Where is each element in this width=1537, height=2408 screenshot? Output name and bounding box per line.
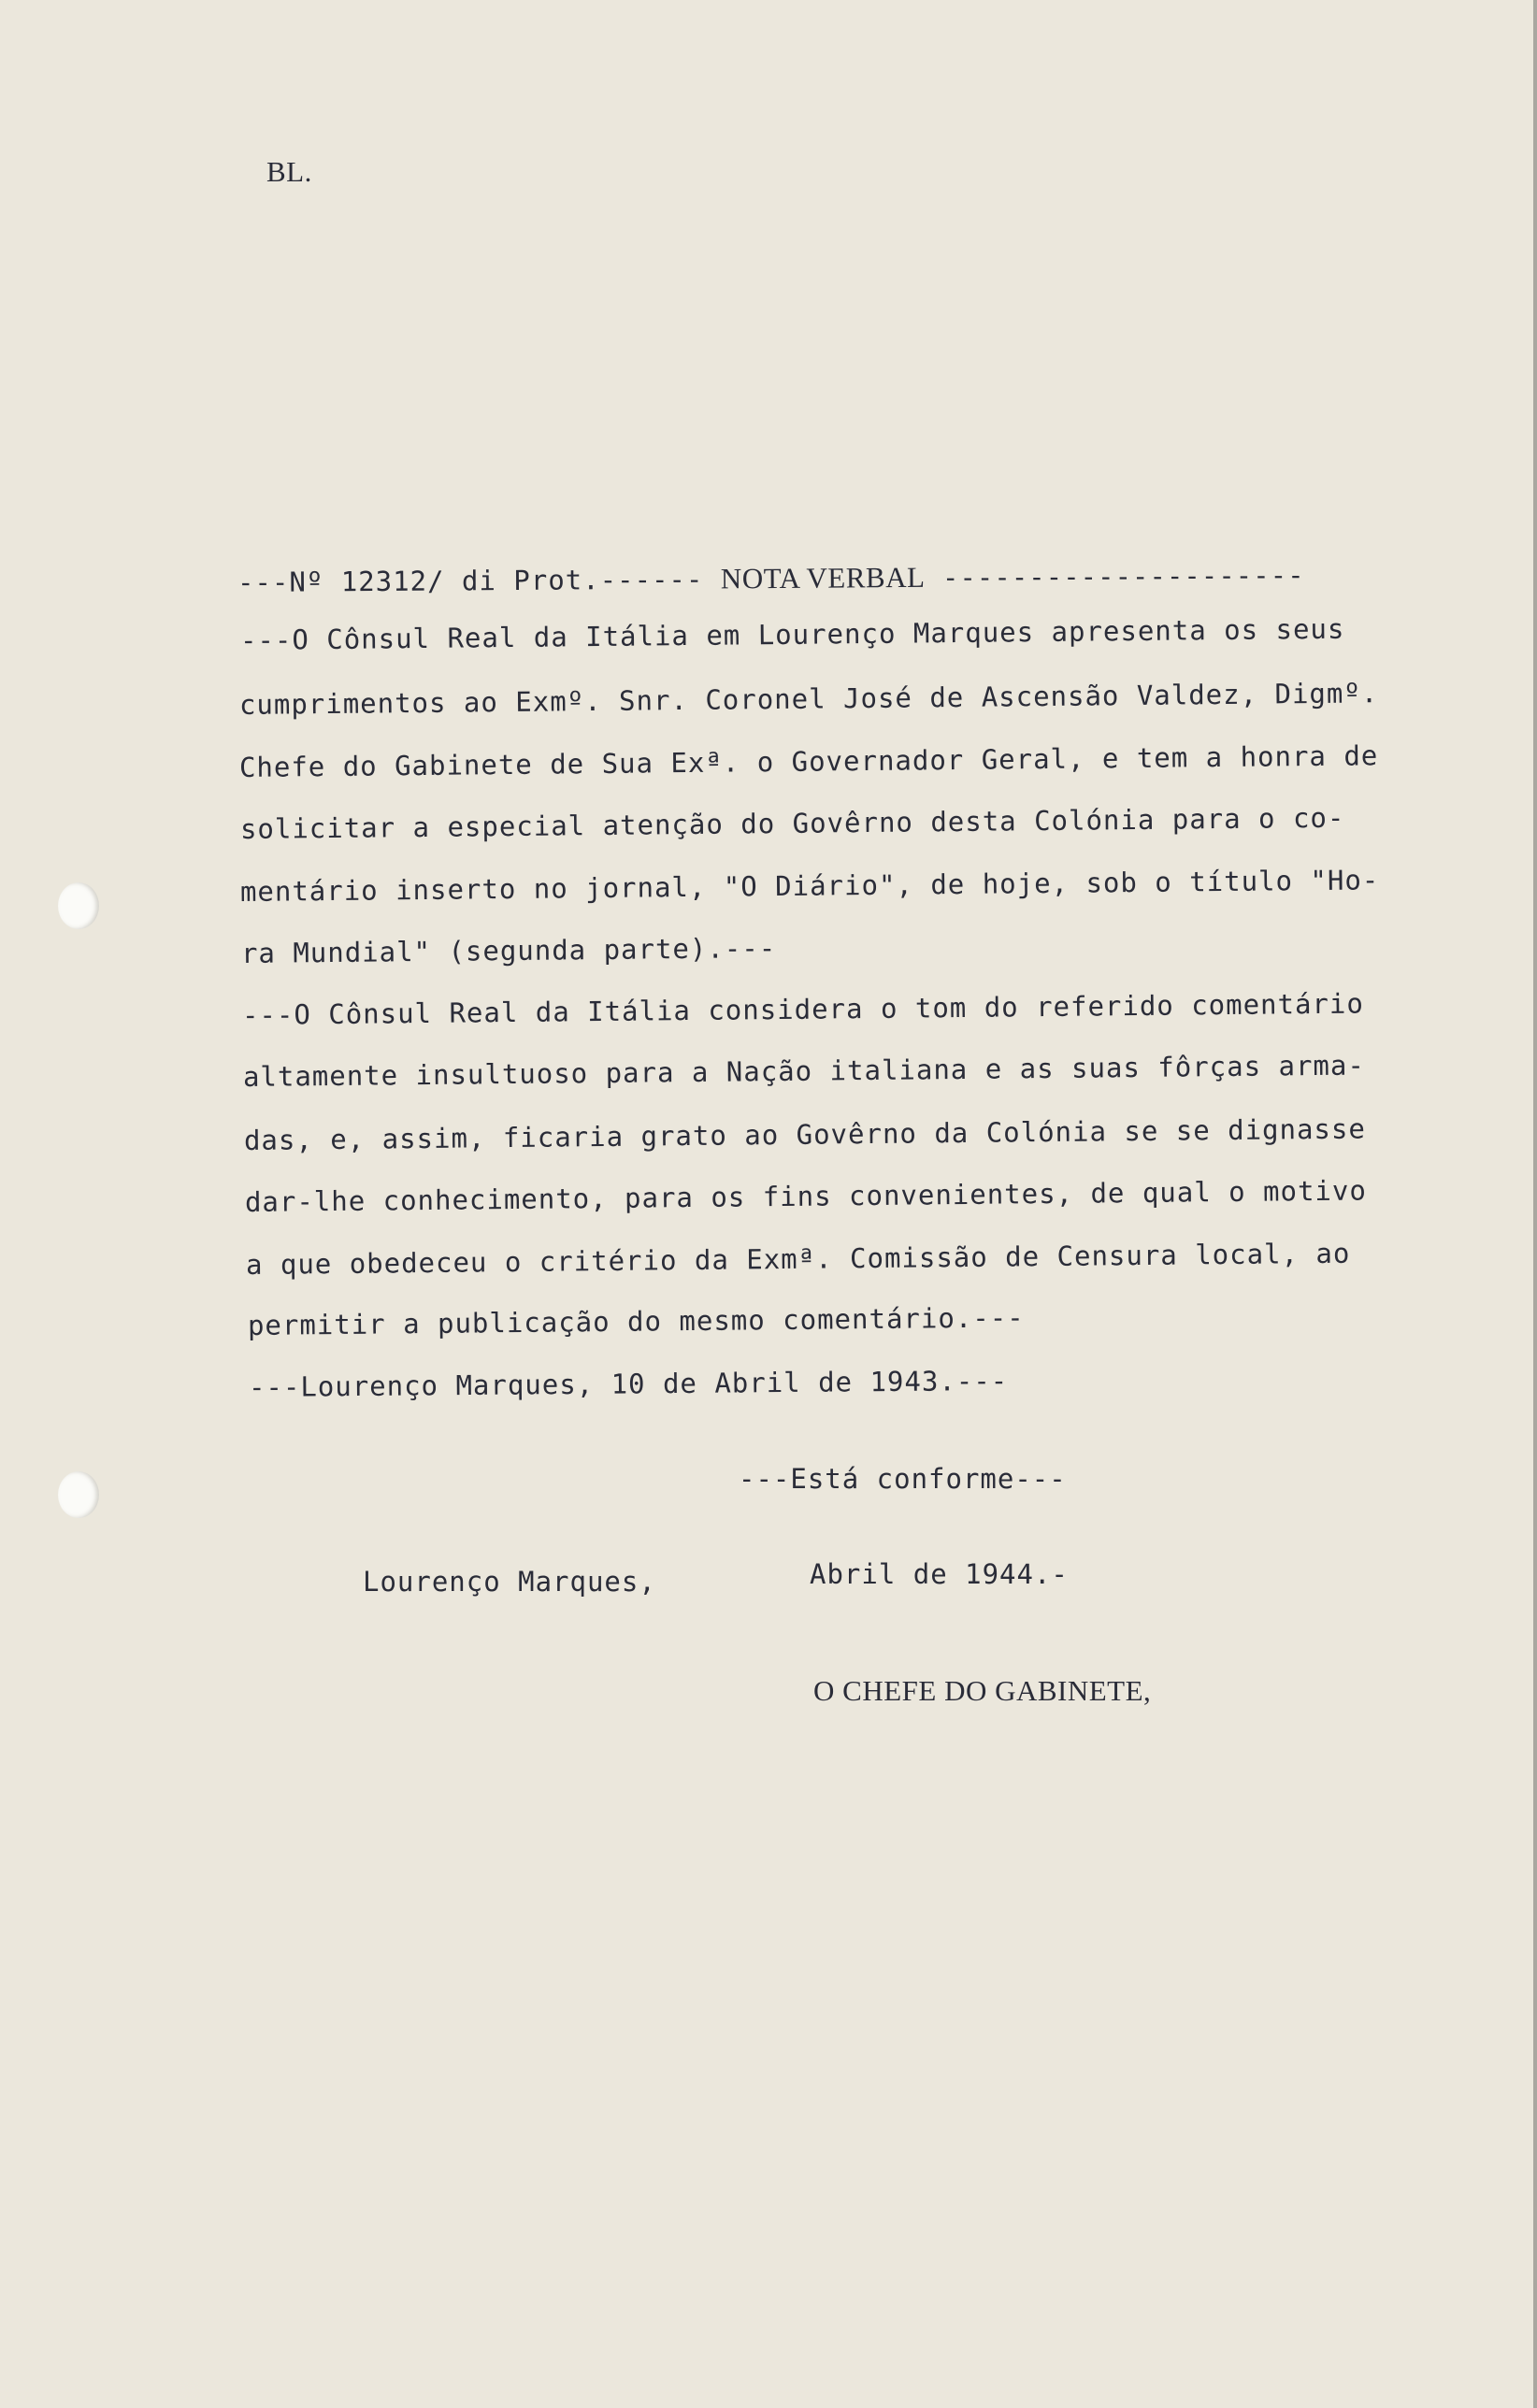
- date-line: ---Lourenço Marques, 10 de Abril de 1943.---: [248, 1364, 1009, 1403]
- place-name: Lourenço Marques,: [363, 1566, 656, 1598]
- initials: BL.: [266, 155, 312, 188]
- paragraph1-line: ra Mundial" (segunda parte).---: [240, 932, 777, 969]
- paragraph2-line: ---O Cônsul Real da Itália considera o tom do referido comentário: [241, 987, 1364, 1031]
- document-title: NOTA VERBAL: [720, 560, 926, 595]
- page-edge: [1533, 0, 1537, 2408]
- header-line: [237, 560, 1305, 596]
- paragraph1-line: solicitar a especial atenção do Govêrno desta Colónia para o co-: [239, 801, 1345, 845]
- punch-hole-icon: [58, 882, 99, 929]
- paragraph2-line: a que obedeceu o critério da Exmª. Comissão de Censura local, ao: [245, 1237, 1351, 1281]
- paragraph1-line: Chefe do Gabinete de Sua Exª. o Governador Geral, e tem a honra de: [238, 739, 1379, 783]
- punch-hole-icon: [58, 1471, 99, 1518]
- signed-date: Abril de 1944.-: [810, 1558, 1069, 1590]
- signatory-title: O CHEFE DO GABINETE,: [813, 1674, 1152, 1707]
- paragraph1-line: ---O Cônsul Real da Itália em Lourenço Marques apresenta os seus: [239, 612, 1345, 656]
- paragraph2-line: altamente insultuoso para a Nação italiana e as suas fôrças arma-: [242, 1049, 1365, 1093]
- conformity-note: ---Está conforme---: [739, 1463, 1067, 1495]
- paragraph1-line: cumprimentos ao Exmº. Snr. Coronel José de Ascensão Valdez, Digmº.: [238, 677, 1379, 721]
- paragraph2-line: permitir a publicação do mesmo comentário.---: [247, 1301, 1025, 1341]
- paragraph2-line: dar-lhe conhecimento, para os fins convenientes, de qual o motivo: [244, 1174, 1367, 1218]
- protocol-number: ---Nº 12312/ di Prot.------: [237, 563, 704, 598]
- paragraph1-line: mentário inserto no jornal, "O Diário", de hoje, sob o título "Ho-: [239, 864, 1380, 908]
- header-dashes: ---------------------: [941, 559, 1305, 594]
- paragraph2-line: das, e, assim, ficaria grato ao Govêrno da Colónia se se dignasse: [243, 1112, 1366, 1156]
